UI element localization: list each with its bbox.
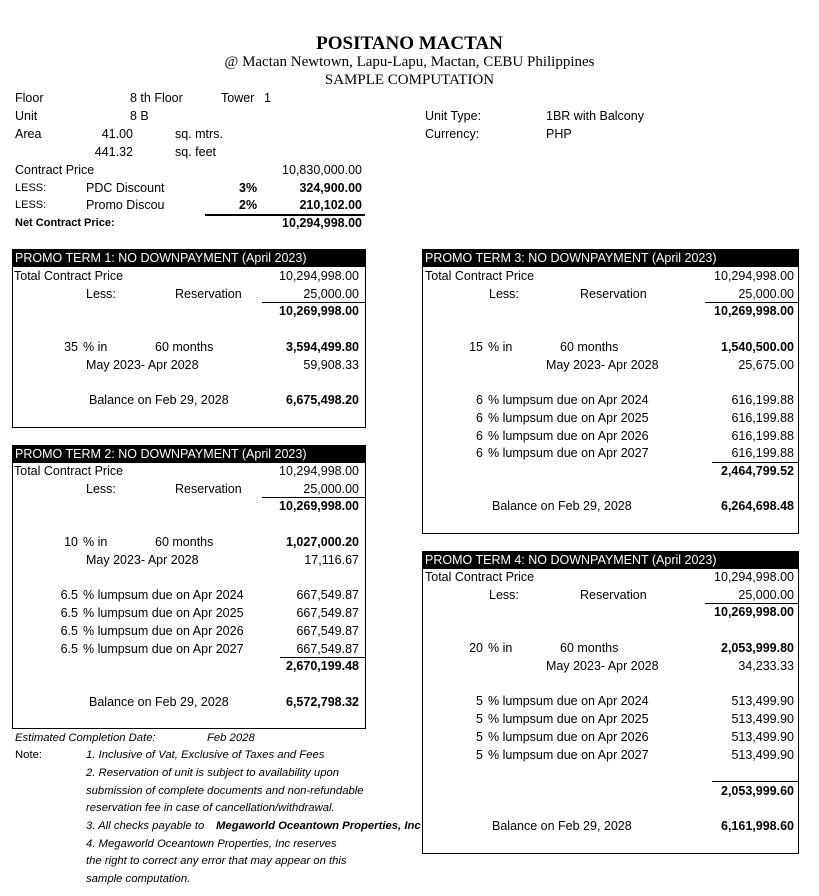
note-item: 2. Reservation of unit is subject to availability upon (86, 767, 340, 779)
term1-tcp-label: Total Contract Price (14, 269, 124, 283)
term4-lump-label: % lumpsum due on Apr 2026 (488, 730, 649, 744)
term3-pct-value: 1,540,500.00 (721, 340, 794, 354)
term3-header: PROMO TERM 3: NO DOWNPAYMENT (April 2023) (422, 249, 799, 267)
promo-discount-pct: 2% (239, 198, 258, 212)
term2-lump-pct: 6.5 (60, 606, 78, 620)
term3-lump-label: % lumpsum due on Apr 2026 (488, 429, 649, 443)
less-label: LESS: (15, 182, 47, 194)
completion-value: Feb 2028 (207, 732, 255, 744)
term3-reservation-label: Reservation (580, 287, 647, 301)
unit-label: Unit (15, 109, 38, 123)
note-item: 4. Megaworld Oceantown Properties, Inc reserves (86, 838, 337, 850)
term3-pct-in: % in (488, 340, 513, 354)
note-item: the right to correct any error that may appear on this (86, 855, 347, 867)
term4-subtotal: 10,269,998.00 (714, 605, 794, 619)
term4-lump-pct: 5 (476, 748, 483, 762)
term2-reservation-value: 25,000.00 (303, 482, 359, 496)
term3-period: May 2023- Apr 2028 (546, 358, 659, 372)
term1-period: May 2023- Apr 2028 (86, 358, 199, 372)
term4-header: PROMO TERM 4: NO DOWNPAYMENT (April 2023) (422, 551, 799, 569)
term1-reservation-label: Reservation (175, 287, 242, 301)
payee-name: Megaworld Oceantown Properties, Inc (216, 820, 421, 832)
term4-period: May 2023- Apr 2028 (546, 659, 659, 673)
tower-value: 1 (264, 91, 271, 105)
page-title: POSITANO MACTAN (316, 33, 503, 54)
currency-label: Currency: (425, 127, 480, 141)
term4-pct: 20 (469, 641, 483, 655)
term2-header: PROMO TERM 2: NO DOWNPAYMENT (April 2023) (12, 445, 366, 463)
term1-balance-value: 6,675,498.20 (286, 393, 359, 407)
term3-lump-label: % lumpsum due on Apr 2027 (488, 446, 649, 460)
term4-reservation-value: 25,000.00 (738, 588, 794, 602)
term4-lump-value: 513,499.90 (731, 730, 794, 744)
term3-lump-label: % lumpsum due on Apr 2024 (488, 393, 649, 407)
term2-lump-value: 667,549.87 (296, 606, 359, 620)
term2-pct-value: 1,027,000.20 (286, 535, 359, 549)
pdc-discount-pct: 3% (239, 181, 258, 195)
project-location: @ Mactan Newtown, Lapu-Lapu, Mactan, CEBU Philippines (224, 54, 595, 70)
term3-tcp-value: 10,294,998.00 (714, 269, 794, 283)
term2-lump-label: % lumpsum due on Apr 2027 (83, 642, 244, 656)
pdc-discount-value: 324,900.00 (299, 181, 362, 195)
area-label: Area (15, 127, 42, 141)
term4-balance-value: 6,161,998.60 (721, 819, 794, 833)
term4-balance-label: Balance on Feb 29, 2028 (492, 819, 632, 833)
term1-header: PROMO TERM 1: NO DOWNPAYMENT (April 2023) (12, 249, 366, 267)
term4-lump-value: 513,499.90 (731, 748, 794, 762)
net-price-label: Net Contract Price: (15, 217, 115, 229)
term2-lump-pct: 6.5 (60, 624, 78, 638)
term4-lump-label: % lumpsum due on Apr 2024 (488, 694, 649, 708)
term1-pct-value: 3,594,499.80 (286, 340, 359, 354)
term1-reservation-value: 25,000.00 (303, 287, 359, 301)
term3-lump-value: 616,199.88 (731, 429, 794, 443)
term2-lump-label: % lumpsum due on Apr 2024 (83, 588, 244, 602)
term2-monthly: 17,116.67 (304, 553, 359, 567)
area-sqm: 41.00 (101, 127, 133, 141)
term3-months: 60 months (560, 340, 619, 354)
term3-lump-label: % lumpsum due on Apr 2025 (488, 411, 649, 425)
contract-price-label: Contract Price (15, 163, 95, 177)
term4-pct-in: % in (488, 641, 513, 655)
term4-lump-pct: 5 (476, 730, 483, 744)
term1-balance-label: Balance on Feb 29, 2028 (89, 393, 229, 407)
sqm-label: sq. mtrs. (175, 127, 223, 141)
term2-lump-value: 667,549.87 (296, 588, 359, 602)
term3-tcp-label: Total Contract Price (425, 269, 535, 283)
term2-lump-total: 2,670,199.48 (286, 659, 359, 673)
note-item: submission of complete documents and non-refundable (86, 785, 364, 797)
term4-lump-total: 2,053,999.60 (721, 784, 794, 798)
term4-less-label: Less: (489, 588, 519, 602)
term2-lump-value: 667,549.87 (296, 642, 359, 656)
term3-lump-value: 616,199.88 (731, 393, 794, 407)
unit-type-label: Unit Type: (425, 109, 482, 123)
term2-lump-value: 667,549.87 (296, 624, 359, 638)
term1-pct: 35 (64, 340, 78, 354)
term4-pct-value: 2,053,999.80 (721, 641, 794, 655)
unit-type-value: 1BR with Balcony (546, 109, 644, 123)
term3-lump-total: 2,464,799.52 (721, 464, 794, 478)
term2-period: May 2023- Apr 2028 (86, 553, 199, 567)
note-item: 3. All checks payable to (86, 820, 205, 832)
term1-months: 60 months (155, 340, 214, 354)
floor-value: 8 th Floor (130, 91, 183, 105)
less-label: LESS: (15, 199, 47, 211)
term3-subtotal: 10,269,998.00 (714, 304, 794, 318)
term4-tcp-label: Total Contract Price (425, 570, 535, 584)
term3-lump-pct: 6 (476, 393, 483, 407)
term3-monthly: 25,675.00 (738, 358, 794, 372)
term2-lump-label: % lumpsum due on Apr 2025 (83, 606, 244, 620)
term4-tcp-value: 10,294,998.00 (714, 570, 794, 584)
term4-months: 60 months (560, 641, 619, 655)
term3-balance-value: 6,264,698.48 (721, 499, 794, 513)
term1-monthly: 59,908.33 (303, 358, 359, 372)
promo-discount-label: Promo Discou (86, 198, 165, 212)
term3-reservation-value: 25,000.00 (738, 287, 794, 301)
term4-monthly: 34,233.33 (738, 659, 794, 673)
term2-balance-value: 6,572,798.32 (286, 695, 359, 709)
contract-price-value: 10,830,000.00 (282, 163, 362, 177)
sqft-label: sq. feet (175, 145, 216, 159)
term1-tcp-value: 10,294,998.00 (279, 269, 359, 283)
divider (712, 781, 798, 782)
term2-tcp-label: Total Contract Price (14, 464, 124, 478)
term2-lump-label: % lumpsum due on Apr 2026 (83, 624, 244, 638)
term1-pct-in: % in (83, 340, 108, 354)
term2-reservation-label: Reservation (175, 482, 242, 496)
term4-lump-label: % lumpsum due on Apr 2025 (488, 712, 649, 726)
term3-balance-label: Balance on Feb 29, 2028 (492, 499, 632, 513)
currency-value: PHP (546, 127, 572, 141)
term1-less-label: Less: (86, 287, 116, 301)
term3-lump-pct: 6 (476, 446, 483, 460)
pdc-discount-label: PDC Discount (86, 181, 165, 195)
term2-pct-in: % in (83, 535, 108, 549)
term3-less-label: Less: (489, 287, 519, 301)
term3-lump-value: 616,199.88 (731, 446, 794, 460)
term2-lump-pct: 6.5 (60, 588, 78, 602)
term2-balance-label: Balance on Feb 29, 2028 (89, 695, 229, 709)
note-item: 1. Inclusive of Vat, Exclusive of Taxes and Fees (86, 749, 325, 761)
term2-tcp-value: 10,294,998.00 (279, 464, 359, 478)
term4-lump-pct: 5 (476, 694, 483, 708)
tower-label: Tower (221, 91, 255, 105)
term4-lump-pct: 5 (476, 712, 483, 726)
net-price-value: 10,294,998.00 (282, 216, 362, 230)
term3-pct: 15 (469, 340, 483, 354)
completion-label: Estimated Completion Date: (15, 732, 156, 744)
term4-lump-value: 513,499.90 (731, 712, 794, 726)
term3-lump-pct: 6 (476, 429, 483, 443)
term2-pct: 10 (64, 535, 78, 549)
area-sqft: 441.32 (94, 145, 133, 159)
term3-lump-value: 616,199.88 (731, 411, 794, 425)
note-item: sample computation. (86, 873, 191, 885)
term4-lump-value: 513,499.90 (731, 694, 794, 708)
term3-lump-pct: 6 (476, 411, 483, 425)
term4-reservation-label: Reservation (580, 588, 647, 602)
term2-months: 60 months (155, 535, 214, 549)
term2-lump-pct: 6.5 (60, 642, 78, 656)
note-item: reservation fee in case of cancellation/withdrawal. (86, 802, 335, 814)
term4-lump-label: % lumpsum due on Apr 2027 (488, 748, 649, 762)
promo-discount-value: 210,102.00 (299, 198, 362, 212)
term2-subtotal: 10,269,998.00 (279, 499, 359, 513)
note-label: Note: (15, 749, 43, 761)
term1-subtotal: 10,269,998.00 (279, 304, 359, 318)
term2-less-label: Less: (86, 482, 116, 496)
unit-value: 8 B (130, 109, 149, 123)
floor-label: Floor (15, 91, 44, 105)
page-subtitle: SAMPLE COMPUTATION (324, 72, 495, 88)
